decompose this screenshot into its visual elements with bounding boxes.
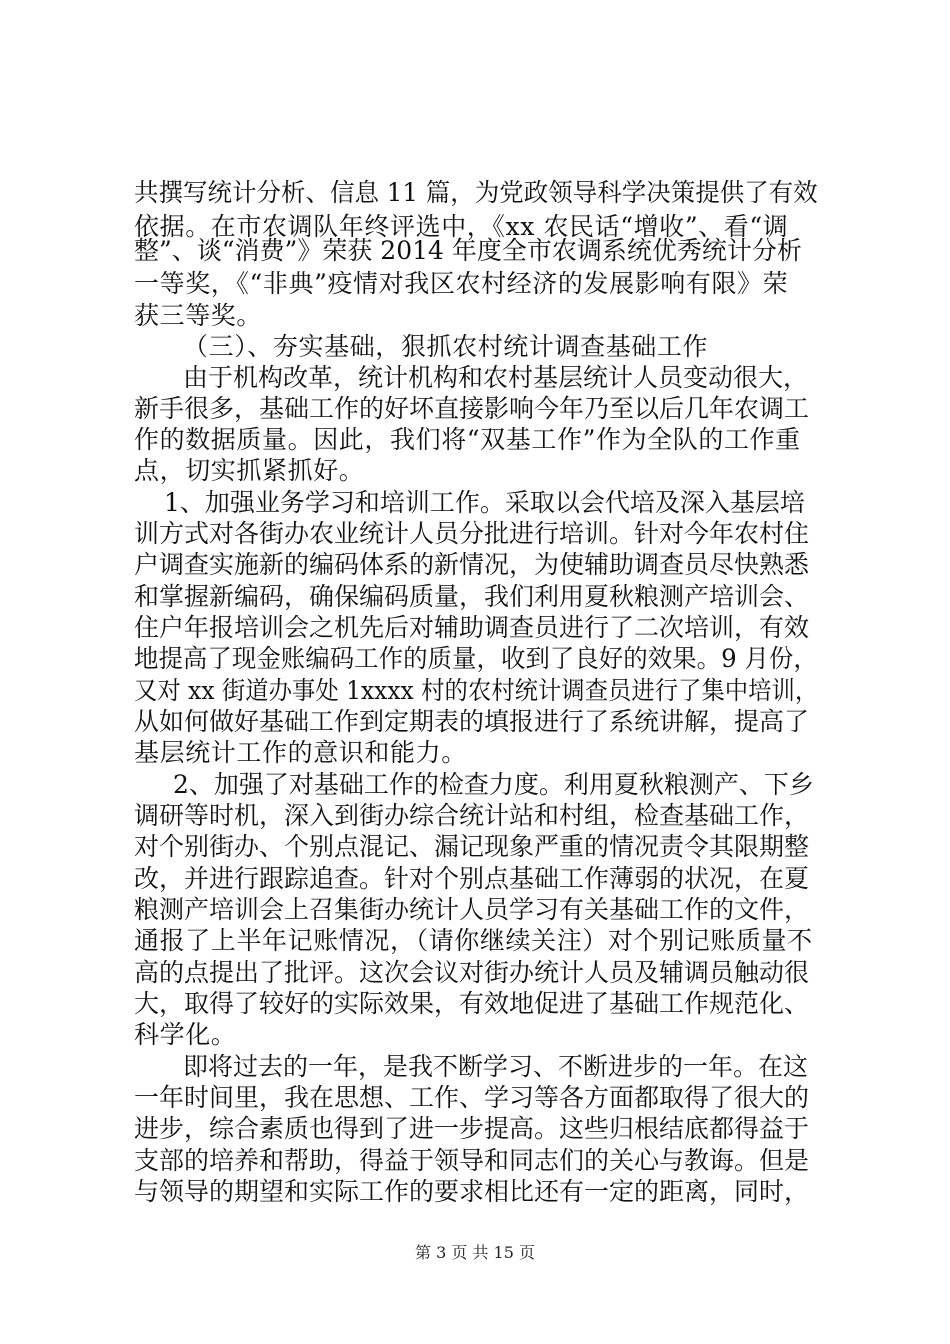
text-line: 整”、谈“消费”》荣获 2014 年度全市农调系统优秀统计分析 — [134, 236, 802, 265]
text-line: 和掌握新编码，确保编码质量，我们利用夏秋粮测产培训会、 — [134, 582, 810, 611]
text-line: 与领导的期望和实际工作的要求相比还有一定的距离，同时， — [134, 1177, 810, 1206]
text-line: 地提高了现金账编码工作的质量，收到了良好的效果。9 月份， — [134, 644, 818, 673]
section-heading: （三）、夯实基础，狠抓农村统计调查基础工作 — [183, 332, 709, 361]
page-number-footer: 第 3 页 共 15 页 — [415, 1243, 535, 1262]
text-line: 训方式对各街办农业统计人员分批进行培训。针对今年农村住 — [134, 519, 810, 548]
text-line: 一年时间里，我在思想、工作、学习等各方面都取得了很大的 — [134, 1083, 810, 1112]
text-line: 点，切实抓紧抓好。 — [134, 456, 365, 485]
text-line: 共撰写统计分析、信息 11 篇，为党政领导科学决策提供了有效 — [134, 178, 818, 207]
text-line: 粮测产培训会上召集街办统计人员学习有关基础工作的文件， — [134, 895, 810, 924]
text-line: 支部的培养和帮助，得益于领导和同志们的关心与教诲。但是 — [134, 1146, 810, 1175]
text-line: 对个别街办、个别点混记、漏记现象严重的情况责令其限期整 — [134, 832, 810, 861]
text-line: 住户年报培训会之机先后对辅助调查员进行了二次培训，有效 — [134, 613, 810, 642]
text-line: 即将过去的一年，是我不断学习、不断进步的一年。在这 — [183, 1052, 809, 1081]
text-line: 一等奖，《“非典”疫情对我区农村经济的发展影响有限》荣 — [134, 269, 789, 298]
text-line: 户调查实施新的编码体系的新情况，为使辅助调查员尽快熟悉 — [134, 550, 810, 579]
text-line: 获三等奖。 — [134, 301, 263, 330]
text-line: 作的数据质量。因此，我们将“双基工作”作为全队的工作重 — [134, 425, 801, 454]
text-line: 由于机构改革，统计机构和农村基层统计人员变动很大， — [183, 363, 809, 392]
text-line: 大，取得了较好的实际效果，有效地促进了基础工作规范化、 — [134, 989, 810, 1018]
text-line: 高的点提出了批评。这次会议对街办统计人员及辅调员触动很 — [134, 958, 810, 987]
text-line: 新手很多，基础工作的好坏直接影响今年乃至以后几年农调工 — [134, 394, 810, 423]
text-line: 从如何做好基础工作到定期表的填报进行了系统讲解，提高了 — [134, 707, 810, 736]
text-line: 依据。在市农调队年终评选中，《xx 农民话“增收”、看“调 — [134, 212, 789, 241]
text-line: 通报了上半年记账情况，（请你继续关注）对个别记账质量不 — [134, 926, 813, 955]
text-line: 改，并进行跟踪追查。针对个别点基础工作薄弱的状况，在夏 — [134, 864, 810, 893]
text-line: 进步，综合素质也得到了进一步提高。这些归根结底都得益于 — [134, 1114, 810, 1143]
text-line: 2、加强了对基础工作的检查力度。利用夏秋粮测产、下乡 — [173, 770, 814, 799]
text-line: 又对 xx 街道办事处 1xxxx 村的农村统计调查员进行了集中培训， — [134, 676, 819, 705]
text-line: 调研等时机，深入到街办综合统计站和村组，检查基础工作， — [134, 801, 810, 830]
text-line: 科学化。 — [134, 1020, 237, 1049]
text-line: 1、加强业务学习和培训工作。采取以会代培及深入基层培 — [164, 488, 805, 517]
text-line: 基层统计工作的意识和能力。 — [134, 738, 467, 767]
